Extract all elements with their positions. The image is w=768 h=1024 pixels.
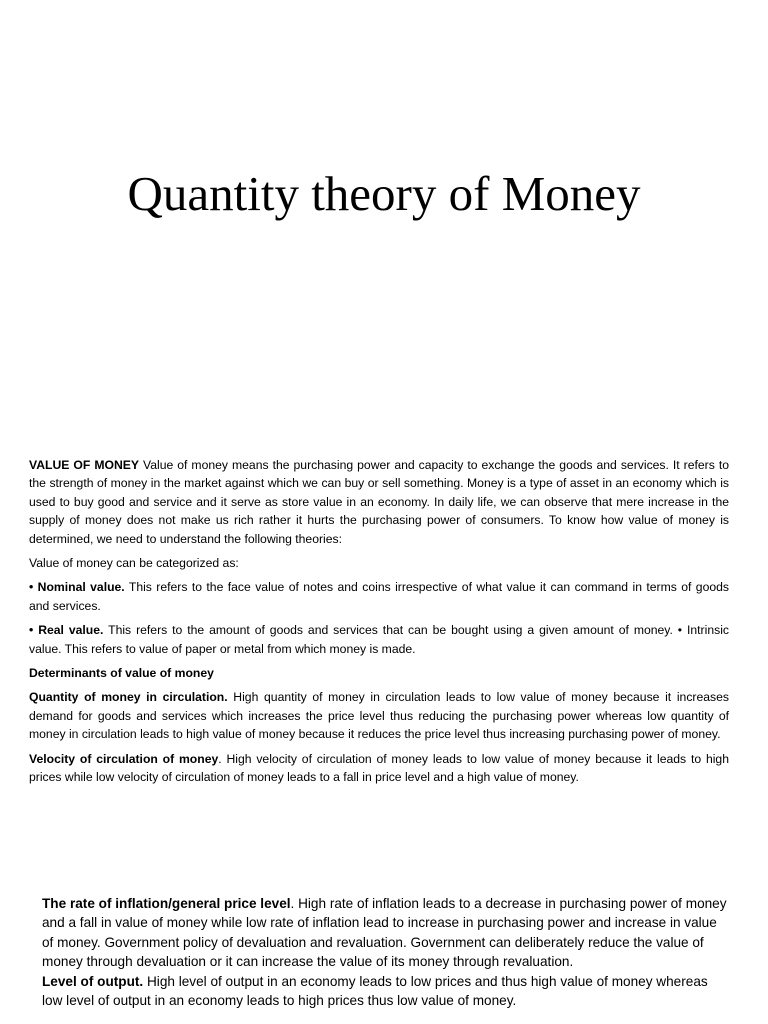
- page-title: Quantity theory of Money: [127, 166, 641, 221]
- paragraph-text: This refers to the amount of goods and services that can be bought using a given amount of money. • Intrinsic value. This refers to value of paper or metal from which money is made.: [29, 623, 729, 656]
- paragraph-categorized: [29, 554, 729, 572]
- heading-inflation: The rate of inflation/general price level: [42, 896, 291, 911]
- bullet-nominal-value: • Nominal value.: [29, 580, 125, 595]
- paragraph-text: Value of money means the purchasing power and capacity to exchange the goods and services. It refers to the strength of money in the market against which we can buy or sell something. Money is a type of asset in an economy which is used to buy good and service and it serve as store value in an economy. In daily life, we can observe that mere increase in the supply of money does not make us rich rather it hurts the purchasing power of consumers. To know how value of money is determined, we need to understand the following theories:: [29, 458, 729, 546]
- heading-velocity: Velocity of circulation of money: [29, 751, 219, 766]
- paragraph-text: This refers to the face value of notes and coins irrespective of what value it can command in terms of goods and services.: [29, 580, 730, 613]
- paragraph-quantity-of-money: [29, 688, 729, 743]
- paragraph-text: . High rate of inflation leads to a decrease in purchasing power of money and a fall in value of money while low rate of inflation lead to increase in purchasing power and increase in value of money. Government policy of devaluation and revaluation. Government can deliberately reduce the value of money through devaluation or it can increase the value of its money through revaluation.: [42, 896, 727, 970]
- heading-value-of-money: VALUE OF MONEY: [29, 458, 140, 472]
- heading-determinants: Determinants of value of money: [29, 666, 214, 681]
- paragraph-value-of-money: [29, 456, 729, 548]
- paragraph-text: Value of money can be categorized as:: [29, 556, 239, 571]
- paragraph-inflation: [42, 894, 728, 972]
- paragraph-velocity: [29, 750, 729, 787]
- paragraph-text: . High velocity of circulation of money leads to low value of money because it leads to high prices while low velocity of circulation of money leads to a fall in price level and a high value of money.: [29, 751, 729, 785]
- value-of-money-section: [29, 456, 729, 793]
- inflation-section: [42, 894, 728, 1010]
- paragraph-determinants: [29, 664, 729, 682]
- heading-quantity-of-money: Quantity of money in circulation.: [29, 690, 228, 705]
- paragraph-level-of-output: [42, 972, 728, 1011]
- heading-level-of-output: Level of output.: [42, 973, 144, 989]
- bullet-real-value: • Real value.: [29, 623, 104, 638]
- paragraph-nominal-value: [29, 578, 729, 615]
- paragraph-text: High level of output in an economy leads to low prices and thus high value of money whereas low level of output in an economy leads to high prices thus low value of money.: [42, 973, 708, 1009]
- paragraph-real-value: [29, 621, 729, 658]
- paragraph-text: High quantity of money in circulation leads to low value of money because it increases demand for goods and services which increases the price level thus reducing the purchasing power whereas low quantity of money in circulation leads to high value of money because it reduces the price level thus increasing purchasing power of money.: [29, 690, 729, 742]
